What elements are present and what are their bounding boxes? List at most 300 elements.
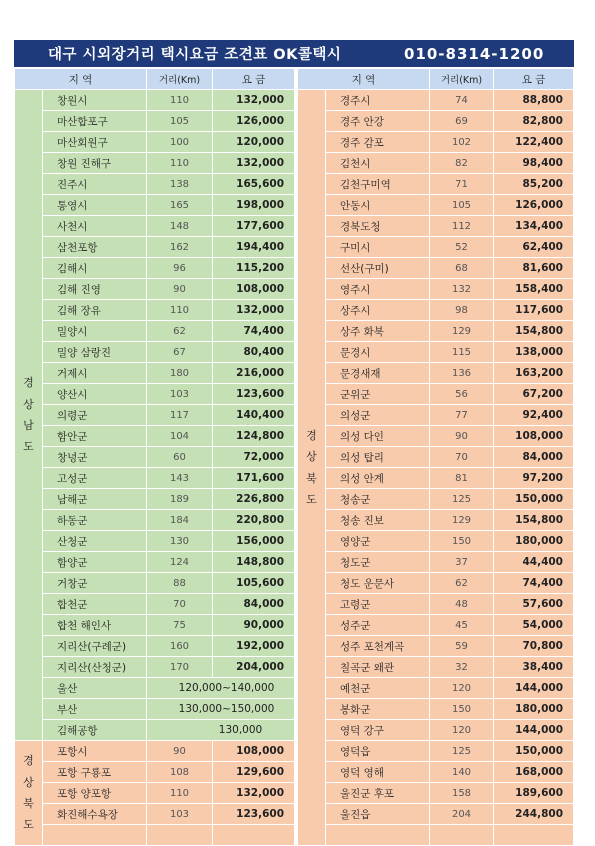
destination-name: 통영시: [43, 195, 147, 216]
table-row: [15, 468, 295, 489]
table-row: [15, 174, 295, 195]
table-row: [298, 552, 574, 573]
distance-km: 148: [147, 216, 213, 237]
table-row: [298, 783, 574, 804]
table-row: [15, 132, 295, 153]
table-row: [298, 111, 574, 132]
distance-km: 67: [147, 342, 213, 363]
table-row: [15, 111, 295, 132]
destination-name: 김해공항: [43, 720, 147, 741]
fare-amount: 180,000: [494, 531, 574, 552]
table-row: [298, 321, 574, 342]
left-fare-table: [14, 68, 295, 846]
distance-km: 138: [147, 174, 213, 195]
fare-amount: [494, 825, 574, 846]
destination-name: 김천구미역: [326, 174, 430, 195]
fare-range: 120,000~140,000: [147, 678, 295, 699]
table-row: [298, 741, 574, 762]
table-row: [15, 825, 295, 846]
fare-amount: 165,600: [213, 174, 295, 195]
destination-name: 의성 다인: [326, 426, 430, 447]
fare-amount: 158,400: [494, 279, 574, 300]
table-row: [15, 783, 295, 804]
distance-km: 71: [430, 174, 494, 195]
fare-amount: 123,600: [213, 384, 295, 405]
distance-km: 120: [430, 678, 494, 699]
table-row: [15, 699, 295, 720]
distance-km: 59: [430, 636, 494, 657]
distance-km: 132: [430, 279, 494, 300]
distance-km: 60: [147, 447, 213, 468]
distance-km: 62: [147, 321, 213, 342]
fare-amount: 129,600: [213, 762, 295, 783]
fare-amount: 57,600: [494, 594, 574, 615]
table-row: [298, 825, 574, 846]
region-char: 남: [23, 419, 34, 432]
fare-amount: 194,400: [213, 237, 295, 258]
distance-km: 56: [430, 384, 494, 405]
fare-amount: 90,000: [213, 615, 295, 636]
fare-amount: 177,600: [213, 216, 295, 237]
destination-name: 창원 진해구: [43, 153, 147, 174]
table-row: [15, 636, 295, 657]
table-row: [15, 762, 295, 783]
distance-km: 112: [430, 216, 494, 237]
distance-km: 45: [430, 615, 494, 636]
destination-name: 선산(구미): [326, 258, 430, 279]
destination-name: 포항 구룡포: [43, 762, 147, 783]
distance-km: 136: [430, 363, 494, 384]
distance-km: 103: [147, 384, 213, 405]
destination-name: 김해시: [43, 258, 147, 279]
table-row: [15, 426, 295, 447]
fare-amount: 92,400: [494, 405, 574, 426]
distance-km: 143: [147, 468, 213, 489]
fare-amount: 220,800: [213, 510, 295, 531]
distance-km: 110: [147, 783, 213, 804]
table-row: [15, 363, 295, 384]
region-char: 도: [23, 440, 34, 454]
table-row: [15, 594, 295, 615]
fare-amount: 226,800: [213, 489, 295, 510]
table-row: [298, 153, 574, 174]
destination-name: 산청군: [43, 531, 147, 552]
table-row: [15, 447, 295, 468]
distance-km: 129: [430, 321, 494, 342]
table-row: [15, 678, 295, 699]
distance-km: 70: [430, 447, 494, 468]
distance-km: 75: [147, 615, 213, 636]
fare-amount: 85,200: [494, 174, 574, 195]
fare-amount: 70,800: [494, 636, 574, 657]
fare-amount: 82,800: [494, 111, 574, 132]
fare-amount: 132,000: [213, 90, 295, 111]
destination-name: 칠곡군 왜관: [326, 657, 430, 678]
destination-name: 부산: [43, 699, 147, 720]
fare-amount: 44,400: [494, 552, 574, 573]
distance-km: [147, 825, 213, 846]
distance-km: 110: [147, 300, 213, 321]
distance-km: 115: [430, 342, 494, 363]
destination-name: 경주 감포: [326, 132, 430, 153]
table-row: [298, 90, 574, 111]
fare-amount: 80,400: [213, 342, 295, 363]
destination-name: 청도 운문사: [326, 573, 430, 594]
region-char: 도: [23, 818, 34, 832]
table-row: [298, 384, 574, 405]
distance-km: 62: [430, 573, 494, 594]
destination-name: 마산회원구: [43, 132, 147, 153]
table-row: [15, 804, 295, 825]
distance-km: 104: [147, 426, 213, 447]
fare-range: 130,000: [147, 720, 295, 741]
table-row: [15, 321, 295, 342]
destination-name: 합천군: [43, 594, 147, 615]
destination-name: 지리산(구례군): [43, 636, 147, 657]
destination-name: 김해 진영: [43, 279, 147, 300]
table-row: [298, 363, 574, 384]
destination-name: 함양군: [43, 552, 147, 573]
fare-amount: 180,000: [494, 699, 574, 720]
fare-amount: 108,000: [494, 426, 574, 447]
header-fare: 요 금: [494, 69, 574, 90]
destination-name: 영양군: [326, 531, 430, 552]
table-row: [298, 762, 574, 783]
destination-name: 거제시: [43, 363, 147, 384]
distance-km: 110: [147, 153, 213, 174]
table-row: [298, 573, 574, 594]
fare-amount: 192,000: [213, 636, 295, 657]
distance-km: 77: [430, 405, 494, 426]
fare-amount: 84,000: [494, 447, 574, 468]
distance-km: 102: [430, 132, 494, 153]
fare-amount: 168,000: [494, 762, 574, 783]
destination-name: 청도군: [326, 552, 430, 573]
distance-km: 82: [430, 153, 494, 174]
destination-name: 문경시: [326, 342, 430, 363]
right-fare-table: [297, 68, 574, 846]
table-row: [298, 300, 574, 321]
region-char: 경: [23, 376, 34, 390]
table-row: [298, 132, 574, 153]
table-row: [15, 405, 295, 426]
table-row: [298, 699, 574, 720]
distance-km: 110: [147, 90, 213, 111]
destination-name: 의령군: [43, 405, 147, 426]
destination-name: 경주 안강: [326, 111, 430, 132]
distance-km: 103: [147, 804, 213, 825]
fare-amount: 84,000: [213, 594, 295, 615]
fare-amount: 74,400: [494, 573, 574, 594]
destination-name: 봉화군: [326, 699, 430, 720]
distance-km: 189: [147, 489, 213, 510]
table-row: [15, 552, 295, 573]
fare-amount: 216,000: [213, 363, 295, 384]
fare-amount: 150,000: [494, 489, 574, 510]
distance-km: 70: [147, 594, 213, 615]
distance-km: 105: [147, 111, 213, 132]
table-row: [298, 510, 574, 531]
destination-name: [326, 825, 430, 846]
fare-amount: 72,000: [213, 447, 295, 468]
fare-amount: 81,600: [494, 258, 574, 279]
distance-km: 108: [147, 762, 213, 783]
fare-amount: 132,000: [213, 153, 295, 174]
table-row: [15, 90, 295, 111]
fare-amount: 140,400: [213, 405, 295, 426]
table-row: [298, 405, 574, 426]
destination-name: 화진해수욕장: [43, 804, 147, 825]
region-char: 상: [23, 397, 34, 411]
distance-km: 125: [430, 489, 494, 510]
table-row: [15, 510, 295, 531]
destination-name: 사천시: [43, 216, 147, 237]
destination-name: 경북도청: [326, 216, 430, 237]
destination-name: 영덕 영해: [326, 762, 430, 783]
destination-name: 밀양시: [43, 321, 147, 342]
destination-name: 의성군: [326, 405, 430, 426]
fare-amount: 244,800: [494, 804, 574, 825]
distance-km: 162: [147, 237, 213, 258]
distance-km: 170: [147, 657, 213, 678]
destination-name: 울진군 후포: [326, 783, 430, 804]
distance-km: 74: [430, 90, 494, 111]
fare-amount: 98,400: [494, 153, 574, 174]
region-char: 상: [23, 775, 34, 789]
destination-name: 김천시: [326, 153, 430, 174]
table-row: [15, 279, 295, 300]
fare-amount: 38,400: [494, 657, 574, 678]
fare-amount: 189,600: [494, 783, 574, 804]
destination-name: 마산합포구: [43, 111, 147, 132]
destination-name: 포항시: [43, 741, 147, 762]
fare-amount: 126,000: [213, 111, 295, 132]
fare-sheet: [14, 40, 574, 846]
destination-name: 영덕읍: [326, 741, 430, 762]
destination-name: 거창군: [43, 573, 147, 594]
destination-name: 남해군: [43, 489, 147, 510]
table-row: [298, 615, 574, 636]
table-row: [298, 237, 574, 258]
table-row: [15, 384, 295, 405]
destination-name: 문경새재: [326, 363, 430, 384]
phone-number: 010-8314-1200: [404, 44, 545, 63]
table-row: [15, 720, 295, 741]
fare-amount: 150,000: [494, 741, 574, 762]
distance-km: 160: [147, 636, 213, 657]
fare-amount: 134,400: [494, 216, 574, 237]
destination-name: 상주 화북: [326, 321, 430, 342]
distance-km: 124: [147, 552, 213, 573]
page-title: 대구 시외장거리 택시요금 조견표 OK콜택시: [48, 47, 342, 63]
distance-km: 150: [430, 699, 494, 720]
destination-name: 창녕군: [43, 447, 147, 468]
table-row: [15, 153, 295, 174]
fare-amount: 156,000: [213, 531, 295, 552]
fare-range: 130,000~150,000: [147, 699, 295, 720]
fare-amount: 62,400: [494, 237, 574, 258]
region-label: [15, 741, 43, 846]
destination-name: 청송 진보: [326, 510, 430, 531]
destination-name: 예천군: [326, 678, 430, 699]
table-row: [15, 657, 295, 678]
destination-name: 진주시: [43, 174, 147, 195]
table-row: [15, 615, 295, 636]
region-char: 북: [23, 797, 34, 810]
region-char: 경: [23, 754, 34, 768]
distance-km: 98: [430, 300, 494, 321]
table-row: [15, 489, 295, 510]
region-char: 경: [306, 428, 317, 442]
distance-km: 90: [147, 279, 213, 300]
distance-km: 90: [147, 741, 213, 762]
table-row: [298, 720, 574, 741]
fare-amount: 120,000: [213, 132, 295, 153]
distance-km: 96: [147, 258, 213, 279]
distance-km: 100: [147, 132, 213, 153]
title-bar: [14, 40, 574, 67]
distance-km: 88: [147, 573, 213, 594]
distance-km: 120: [430, 720, 494, 741]
table-row: [15, 342, 295, 363]
fare-amount: 117,600: [494, 300, 574, 321]
fare-amount: 154,800: [494, 321, 574, 342]
destination-name: 울진읍: [326, 804, 430, 825]
table-row: [298, 216, 574, 237]
fare-amount: 126,000: [494, 195, 574, 216]
distance-km: 130: [147, 531, 213, 552]
fare-amount: 163,200: [494, 363, 574, 384]
destination-name: 지리산(산청군): [43, 657, 147, 678]
fare-amount: [213, 825, 295, 846]
table-row: [298, 468, 574, 489]
header-area: 지 역: [298, 69, 430, 90]
destination-name: 의성 안계: [326, 468, 430, 489]
destination-name: 하동군: [43, 510, 147, 531]
region-label: [298, 90, 326, 846]
table-row: [15, 216, 295, 237]
table-row: [15, 741, 295, 762]
destination-name: 밀양 삼랑진: [43, 342, 147, 363]
fare-amount: 138,000: [494, 342, 574, 363]
destination-name: 김해 장유: [43, 300, 147, 321]
destination-name: 상주시: [326, 300, 430, 321]
table-row: [298, 426, 574, 447]
distance-km: 69: [430, 111, 494, 132]
table-row: [298, 804, 574, 825]
destination-name: 군위군: [326, 384, 430, 405]
table-row: [15, 258, 295, 279]
destination-name: 영주시: [326, 279, 430, 300]
table-row: [15, 237, 295, 258]
fare-amount: 204,000: [213, 657, 295, 678]
table-row: [298, 678, 574, 699]
destination-name: 청송군: [326, 489, 430, 510]
fare-amount: 54,000: [494, 615, 574, 636]
fare-amount: 74,400: [213, 321, 295, 342]
distance-km: 158: [430, 783, 494, 804]
table-row: [298, 342, 574, 363]
distance-km: 105: [430, 195, 494, 216]
destination-name: 포항 양포항: [43, 783, 147, 804]
destination-name: 구미시: [326, 237, 430, 258]
distance-km: 90: [430, 426, 494, 447]
fare-amount: 123,600: [213, 804, 295, 825]
table-row: [298, 489, 574, 510]
region-char: 도: [306, 492, 317, 506]
destination-name: 의성 탑리: [326, 447, 430, 468]
destination-name: 성주 포천계곡: [326, 636, 430, 657]
region-char: 북: [306, 471, 317, 485]
header-distance: 거리(Km): [147, 69, 213, 90]
fare-amount: 132,000: [213, 300, 295, 321]
destination-name: 고령군: [326, 594, 430, 615]
distance-km: 180: [147, 363, 213, 384]
distance-km: 37: [430, 552, 494, 573]
destination-name: 창원시: [43, 90, 147, 111]
fare-amount: 97,200: [494, 468, 574, 489]
destination-name: 성주군: [326, 615, 430, 636]
distance-km: 184: [147, 510, 213, 531]
distance-km: 52: [430, 237, 494, 258]
fare-amount: 144,000: [494, 720, 574, 741]
fare-amount: 171,600: [213, 468, 295, 489]
header-fare: 요 금: [213, 69, 295, 90]
distance-km: 150: [430, 531, 494, 552]
fare-amount: 67,200: [494, 384, 574, 405]
distance-km: 165: [147, 195, 213, 216]
destination-name: 양산시: [43, 384, 147, 405]
destination-name: 영덕 강구: [326, 720, 430, 741]
table-row: [298, 174, 574, 195]
header-area: 지 역: [15, 69, 147, 90]
fare-amount: 105,600: [213, 573, 295, 594]
table-row: [298, 636, 574, 657]
destination-name: 삼천포항: [43, 237, 147, 258]
distance-km: 204: [430, 804, 494, 825]
fare-amount: 124,800: [213, 426, 295, 447]
fare-amount: 122,400: [494, 132, 574, 153]
fare-amount: 88,800: [494, 90, 574, 111]
destination-name: 안동시: [326, 195, 430, 216]
distance-km: 140: [430, 762, 494, 783]
table-row: [298, 594, 574, 615]
fare-amount: 198,000: [213, 195, 295, 216]
fare-amount: 148,800: [213, 552, 295, 573]
fare-amount: 108,000: [213, 741, 295, 762]
destination-name: [43, 825, 147, 846]
destination-name: 합천 해인사: [43, 615, 147, 636]
destination-name: 울산: [43, 678, 147, 699]
destination-name: 함안군: [43, 426, 147, 447]
distance-km: 81: [430, 468, 494, 489]
distance-km: 68: [430, 258, 494, 279]
fare-amount: 108,000: [213, 279, 295, 300]
destination-name: 경주시: [326, 90, 430, 111]
table-row: [298, 258, 574, 279]
table-row: [15, 300, 295, 321]
fare-amount: 144,000: [494, 678, 574, 699]
header-distance: 거리(Km): [430, 69, 494, 90]
distance-km: 117: [147, 405, 213, 426]
destination-name: 고성군: [43, 468, 147, 489]
distance-km: 129: [430, 510, 494, 531]
table-row: [298, 447, 574, 468]
table-row: [298, 531, 574, 552]
fare-amount: 154,800: [494, 510, 574, 531]
distance-km: 125: [430, 741, 494, 762]
table-row: [15, 531, 295, 552]
